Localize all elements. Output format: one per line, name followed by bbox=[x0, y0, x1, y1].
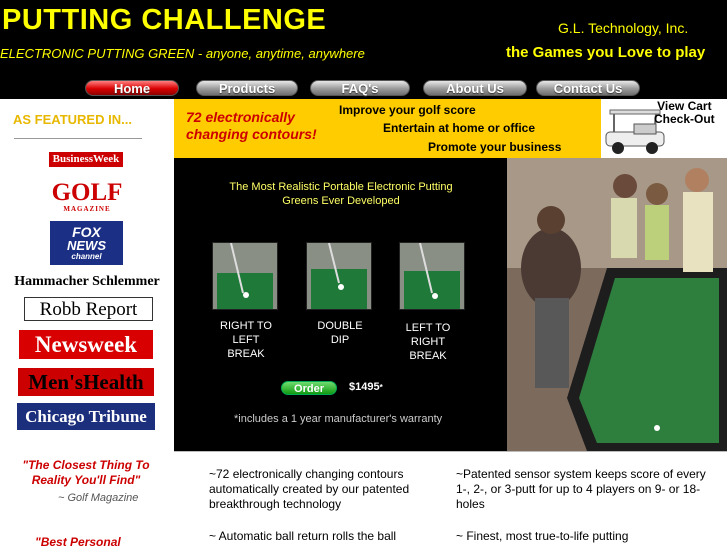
games-tagline: the Games you Love to play bbox=[506, 44, 706, 61]
view-cart-label: View Cart bbox=[657, 99, 712, 113]
view-cart-link[interactable] bbox=[654, 100, 715, 126]
hammacher-schlemmer-logo: Hammacher Schlemmer bbox=[14, 274, 160, 289]
price-footnote-mark: * bbox=[379, 383, 383, 392]
featured-heading: AS FEATURED IN... bbox=[13, 112, 132, 127]
benefit-line: Improve your golf score bbox=[339, 103, 476, 117]
businessweek-logo: BusinessWeek bbox=[49, 152, 123, 167]
news-word: NEWS bbox=[67, 238, 106, 253]
feature-item: ~ Finest, most true-to-life putting bbox=[456, 529, 629, 543]
nav-home[interactable]: Home bbox=[85, 80, 179, 96]
thumb-caption: DOUBLE DIP bbox=[317, 320, 363, 346]
company-name: G.L. Technology, Inc. bbox=[558, 20, 689, 36]
quote-source: ~ Golf Magazine bbox=[58, 492, 139, 504]
second-quote: "Best Personal bbox=[35, 535, 121, 549]
putting-green-image bbox=[213, 243, 277, 309]
people-putting-photo bbox=[507, 158, 727, 451]
contours-highlight: 72 electronically changing contours! bbox=[186, 109, 317, 142]
golf-logo-word: GOLF bbox=[51, 179, 123, 206]
price bbox=[349, 381, 383, 393]
golf-magazine-logo bbox=[49, 180, 125, 212]
right-to-left-thumbnail[interactable] bbox=[212, 242, 278, 310]
putting-scene-image bbox=[507, 158, 727, 451]
benefit-line: Entertain at home or office bbox=[383, 121, 536, 135]
product-headline: The Most Realistic Portable Electronic Putting Greens Ever Developed bbox=[229, 181, 453, 207]
site-title: PUTTING CHALLENGE bbox=[2, 4, 327, 36]
putting-green-image bbox=[400, 243, 464, 309]
robb-report-logo: Robb Report bbox=[24, 297, 153, 321]
left-to-right-thumbnail[interactable] bbox=[399, 242, 465, 310]
channel-word: channel bbox=[71, 252, 102, 261]
golf-logo-sub: MAGAZINE bbox=[63, 205, 111, 213]
feature-item: ~72 electronically changing contours automatically created by our patented breakthrough technology bbox=[209, 467, 410, 511]
chicago-tribune-logo: Chicago Tribune bbox=[17, 403, 155, 430]
mens-health-logo: Men'sHealth bbox=[18, 368, 154, 396]
benefit-line: Promote your business bbox=[428, 140, 562, 154]
newsweek-logo: Newsweek bbox=[19, 330, 153, 359]
thumb-caption: LEFT TO RIGHT BREAK bbox=[405, 322, 451, 362]
divider bbox=[14, 138, 142, 139]
fox-word: FOX bbox=[72, 224, 101, 240]
golf-magazine-quote: "The Closest Thing To Reality You'll Find" bbox=[22, 458, 150, 487]
tagline: ELECTRONIC PUTTING GREEN - anyone, anytime, anywhere bbox=[0, 46, 365, 61]
nav-faqs[interactable]: FAQ's bbox=[310, 80, 410, 96]
nav-about-us[interactable]: About Us bbox=[423, 80, 527, 96]
double-dip-thumbnail[interactable] bbox=[306, 242, 372, 310]
putting-green-image bbox=[307, 243, 371, 309]
checkout-label: Check-Out bbox=[654, 112, 715, 126]
thumb-caption: RIGHT TO LEFT BREAK bbox=[220, 320, 272, 360]
fox-news-logo bbox=[50, 221, 123, 265]
warranty-note: *includes a 1 year manufacturer's warranty bbox=[234, 413, 443, 425]
feature-item: ~Patented sensor system keeps score of every 1-, 2-, or 3-putt for up to 4 players on 9- or 18-holes bbox=[456, 467, 706, 511]
nav-contact-us[interactable]: Contact Us bbox=[536, 80, 640, 96]
price-value: $1495 bbox=[349, 381, 380, 393]
nav-products[interactable]: Products bbox=[196, 80, 298, 96]
divider bbox=[174, 451, 727, 452]
order-button[interactable]: Order bbox=[281, 381, 337, 395]
feature-item: ~ Automatic ball return rolls the ball bbox=[209, 529, 397, 543]
